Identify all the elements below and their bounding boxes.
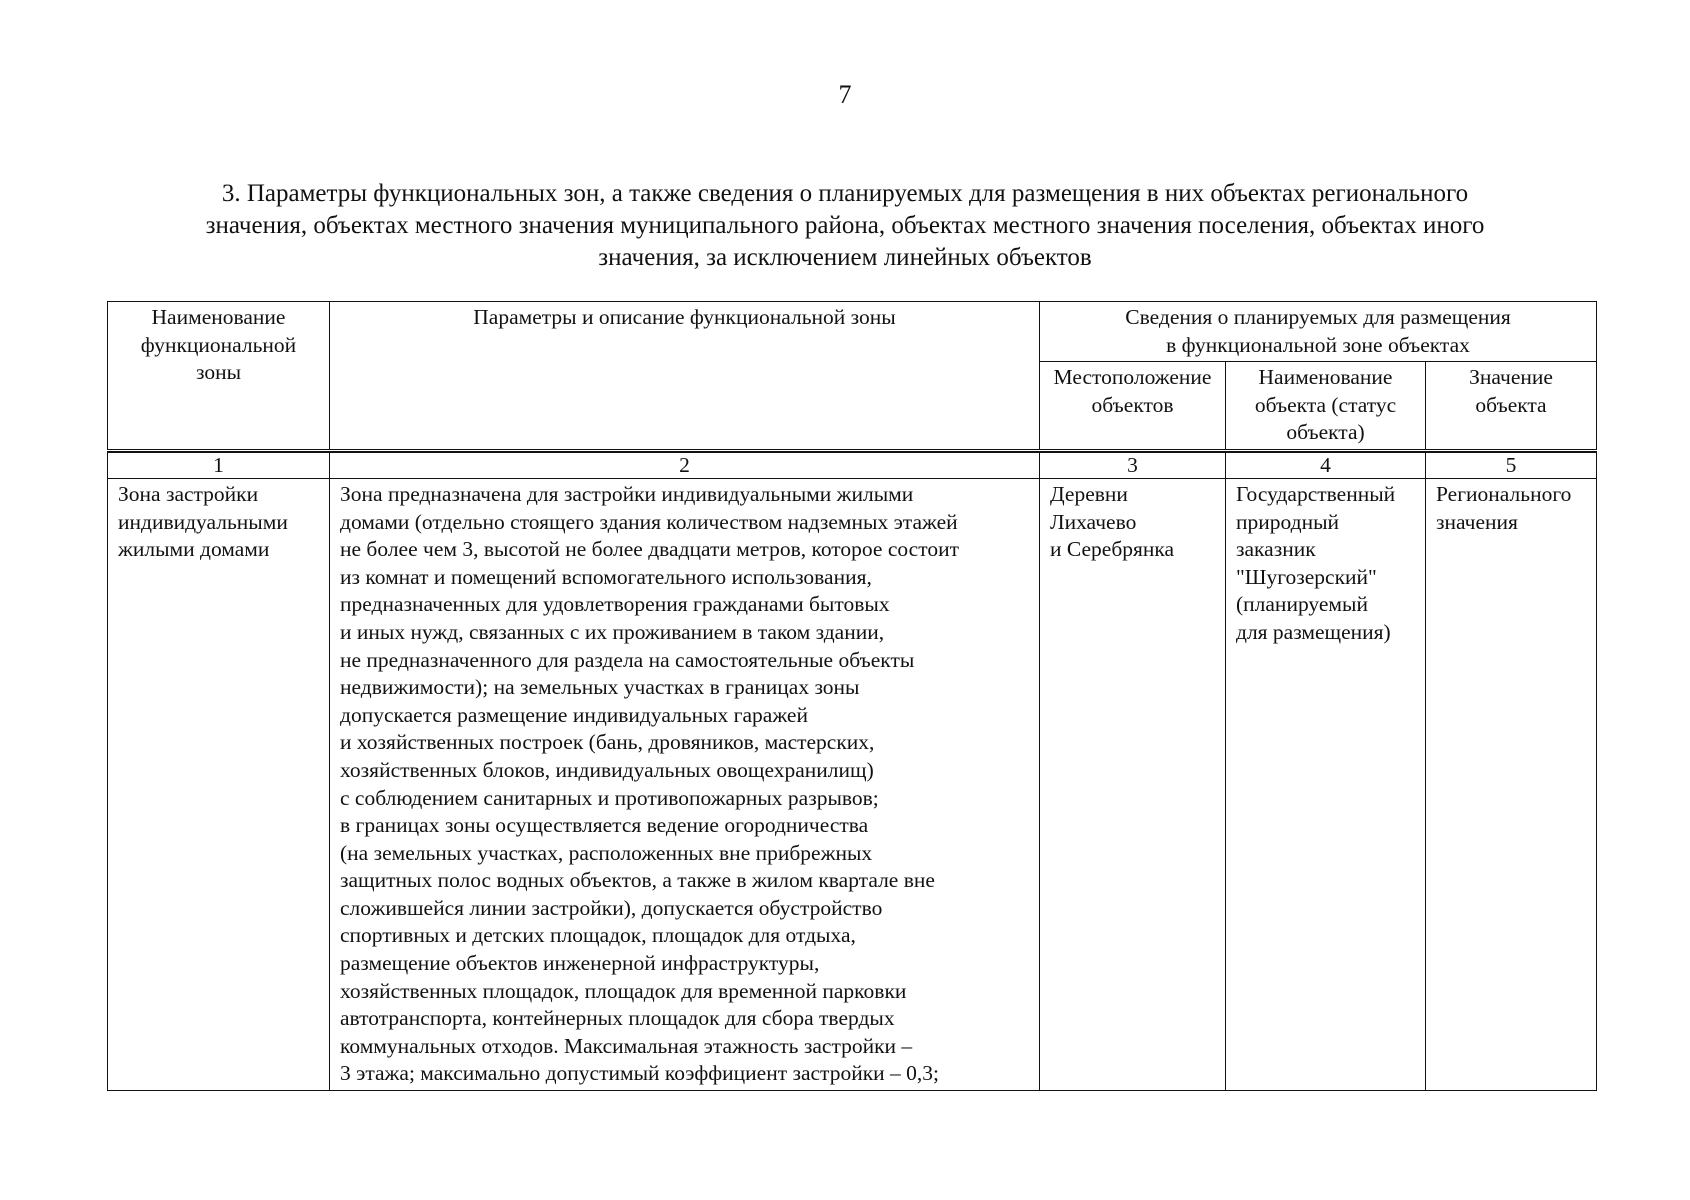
header-significance: Значение объекта [1426,362,1597,451]
zones-table [107,301,1597,1091]
header-parameters: Параметры и описание функциональной зоны [330,302,1040,451]
column-number: 1 [108,452,330,478]
column-number: 2 [330,452,1040,478]
section-title-line: значения, объектах местного значения муниципального района, объектах местного значения поселения, объектах иного [205,212,1485,239]
header-zone-name: Наименование функциональной зоны [108,302,330,451]
header-object-name: Наименование объекта (статус объекта) [1226,362,1426,451]
location-cell: Деревни Лихачево и Серебрянка [1040,478,1226,1090]
column-number: 5 [1426,452,1597,478]
section-title-line: 3. Параметры функциональных зон, а также сведения о планируемых для размещения в них объектах регионального [221,180,1469,207]
significance-cell: Регионального значения [1426,478,1597,1090]
section-title-line: значения, за исключением линейных объектов [598,244,1092,271]
column-number: 4 [1226,452,1426,478]
description-cell: Зона предназначена для застройки индивидуальными жилыми домами (отдельно стоящего здания количеством надземных этажей не более чем 3, высотой не более двадцати метров, которое состоит из комнат и помещений вспомогательного использования, предназначенных для удовлетворения гражданами бытовых и иных нужд, связанных с их проживанием в таком здании, не предназначенного для раздела на самостоятельные объекты недвижимости); на земельных участках в границах зоны допускается размещение индивидуальных гаражей и хозяйственных построек (бань, дровяников, мастерских, хозяйственных блоков, индивидуальных овощехранилищ) с соблюдением санитарных и противопожарных разрывов; в границах зоны осуществляется ведение огородничества (на земельных участках, расположенных вне прибрежных защитных полос водных объектов, а также в жилом квартале вне сложившейся линии застройки), допускается обустройство спортивных и детских площадок, площадок для отдыха, размещение объектов инженерной инфраструктуры, хозяйственных площадок, площадок для временной парковки автотранспорта, контейнерных площадок для сбора твердых коммунальных отходов. Максимальная этажность застройки – 3 этажа; максимально допустимый коэффициент застройки – 0,3; [330,478,1040,1090]
zone-name-cell: Зона застройки индивидуальными жилыми домами [108,478,330,1090]
column-number: 3 [1040,452,1226,478]
table-row [108,478,1597,1090]
section-title [110,178,1580,274]
header-location: Местоположение объектов [1040,362,1226,451]
column-numbers-row [108,452,1597,478]
object-name-cell: Государственный природный заказник "Шугозерский" (планируемый для размещения) [1226,478,1426,1090]
header-planned-objects-group: Сведения о планируемых для размещения в функциональной зоне объектах [1040,302,1597,362]
page-number: 7 [838,80,852,109]
